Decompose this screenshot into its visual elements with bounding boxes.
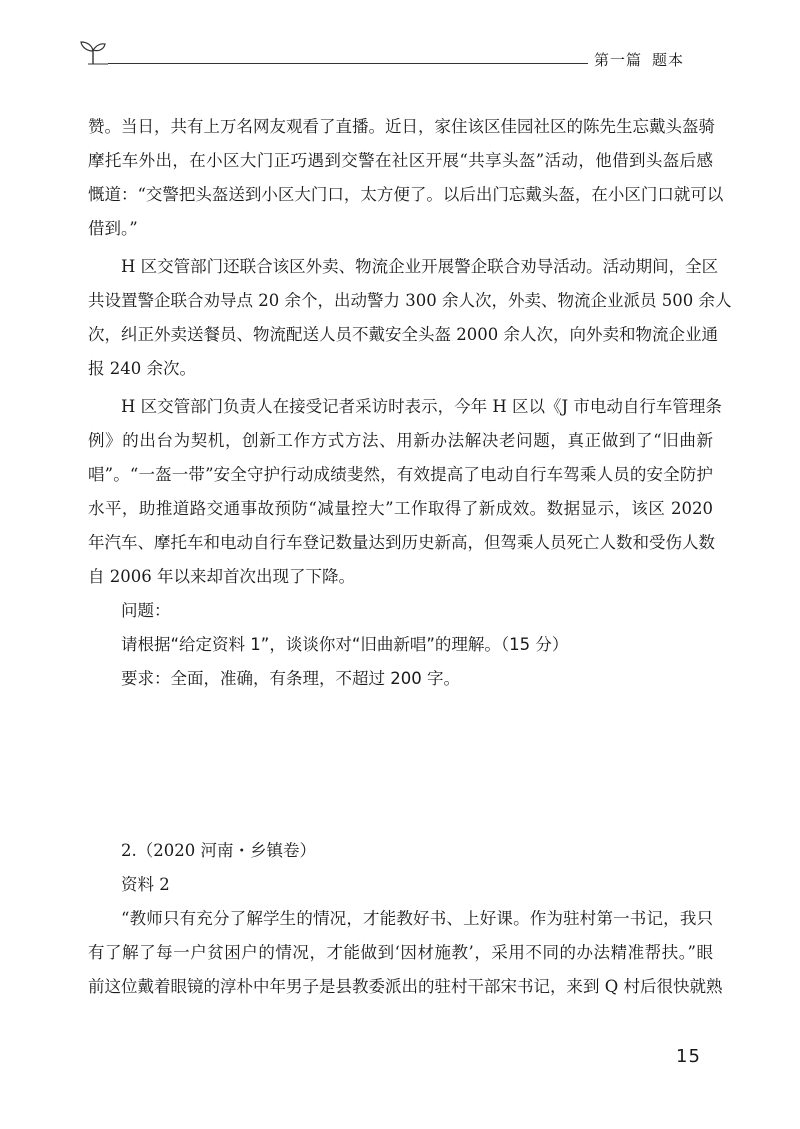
header-rule bbox=[108, 63, 588, 64]
sprout-icon bbox=[78, 38, 108, 66]
text-line: 前这位戴着眼镜的淳朴中年男子是县教委派出的驻村干部宋书记，来到 Q 村后很快就熟 bbox=[88, 977, 723, 996]
text-line: 水平，助推道路交通事故预防“减量控大”工作取得了新成效。数据显示，该区 2020 bbox=[88, 499, 713, 518]
material-2-paragraph bbox=[88, 902, 723, 1004]
text-line: 自 2006 年以来却首次出现了下降。 bbox=[88, 567, 355, 586]
header-title bbox=[594, 49, 684, 70]
text-line: 共设置警企联合劝导点 20 余个，出动警力 300 余人次，外卖、物流企业派员 500 余人 bbox=[88, 291, 732, 310]
question-prompt: 请根据“给定资料 1”，谈谈你对“旧曲新唱”的理解。（15 分） bbox=[121, 635, 569, 654]
text-line: 报 240 余次。 bbox=[88, 359, 196, 378]
page-content bbox=[88, 110, 732, 1004]
text-line: 有了解了每一户贫困户的情况，才能做到‘因材施教’，采用不同的办法精准帮扶。”眼 bbox=[88, 943, 713, 962]
text-line: 慨道：“交警把头盔送到小区大门口，太方便了。以后出门忘戴头盔，在小区门口就可以 bbox=[88, 185, 724, 204]
question-label: 问题： bbox=[121, 601, 171, 620]
text-line: 次，纠正外卖送餐员、物流配送人员不戴安全头盔 2000 余人次，向外卖和物流企业通 bbox=[88, 325, 718, 344]
paragraph-1 bbox=[88, 110, 724, 246]
text-line: H 区交管部门负责人在接受记者采访时表示，今年 H 区以《J 市电动自行车管理条 bbox=[121, 397, 722, 416]
material-label: 资料 2 bbox=[121, 875, 170, 894]
chapter-label: 第一篇 bbox=[594, 51, 643, 69]
section-label: 题本 bbox=[652, 51, 685, 69]
item-2-heading: 2.（2020 河南・乡镇卷） bbox=[121, 841, 316, 860]
text-line: 借到。” bbox=[88, 219, 138, 238]
text-line: “教师只有充分了解学生的情况，才能教好书、上好课。作为驻村第一书记，我只 bbox=[121, 909, 713, 928]
text-line: 唱”。“一盔一带”安全守护行动成绩斐然，有效提高了电动自行车驾乘人员的安全防护 bbox=[88, 465, 713, 484]
page-header bbox=[0, 0, 800, 80]
paragraph-2 bbox=[88, 250, 732, 386]
paragraph-3 bbox=[88, 390, 722, 594]
question-requirement: 要求：全面，准确，有条理，不超过 200 字。 bbox=[121, 669, 460, 688]
text-line: 年汽车、摩托车和电动自行车登记数量达到历史新高，但驾乘人员死亡人数和受伤人数 bbox=[88, 533, 715, 552]
text-line: H 区交管部门还联合该区外卖、物流企业开展警企联合劝导活动。活动期间，全区 bbox=[121, 257, 719, 276]
text-line: 摩托车外出，在小区大门正巧遇到交警在社区开展“共享头盔”活动，他借到头盔后感 bbox=[88, 151, 713, 170]
page-number: 15 bbox=[676, 1046, 701, 1067]
text-line: 赞。当日，共有上万名网友观看了直播。近日，家住该区佳园社区的陈先生忘戴头盔骑 bbox=[88, 117, 715, 136]
text-line: 例》的出台为契机，创新工作方式方法、用新办法解决老问题，真正做到了“旧曲新 bbox=[88, 431, 713, 450]
